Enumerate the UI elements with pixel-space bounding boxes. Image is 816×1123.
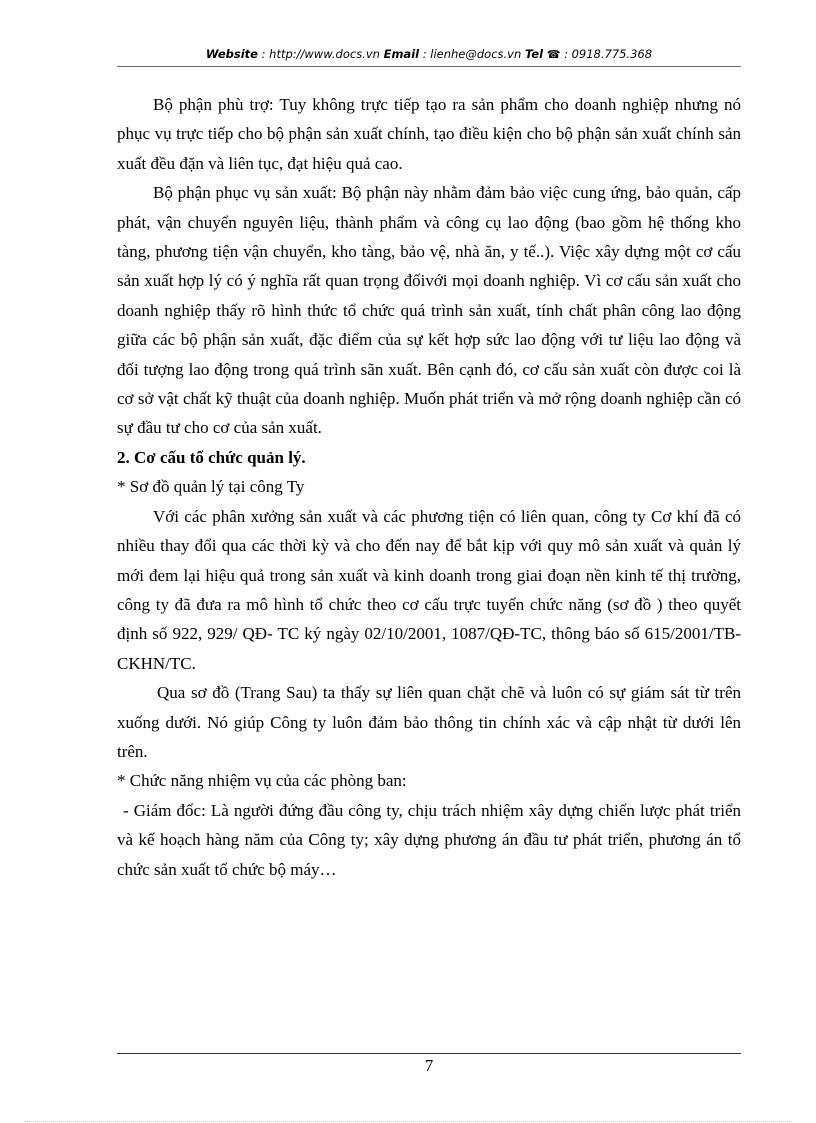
tel-label: Tel	[524, 47, 544, 61]
paragraph-service-dept: Bộ phận phục vụ sản xuất: Bộ phận này nhằm đảm bảo việc cung ứng, bảo quản, cấp phát, vận chuyển nguyên liệu, thành phẩm và công cụ lao động (bao gồm hệ thống kho tàng, phương tiện vận chuyển, kho tàng, bảo vệ, nhà ăn, y tế..). Việc xây dựng một cơ cấu sản xuất hợp lý có ý nghĩa rất quan trọng đốivới mọi doanh nghiệp. Vì cơ cấu sản xuất cho doanh nghiệp thấy rõ hình thức tổ chức quá trình sản xuất, tính chất phân công lao động giữa các bộ phận sản xuất, đặc điểm của sự kết hợp sức lao động với tư liệu lao động và đối tượng lao động trong quá trình sãn xuất. Bên cạnh đó, cơ cấu sản xuất còn được coi là cơ sở vật chất kỹ thuật của doanh nghiệp. Muốn phát triển và mở rộng doanh nghiệp cần có sự đầu tư cho cơ của sản xuất.	[117, 183, 741, 438]
page-bottom-border	[24, 1121, 792, 1122]
website-label: Website	[205, 47, 258, 61]
website-value: : http://www.docs.vn	[257, 47, 384, 61]
paragraph-org-model: Với các phân xưởng sản xuất và các phương tiện có liên quan, công ty Cơ khí đã có nhiều thay đổi qua các thời kỳ và cho đến nay để bắt kịp với quy mô sản xuất và quản lý mới đem lại hiệu quả trong sản xuất và kinh doanh trong giai đoạn nền kinh tế thị trường, công ty đã đưa ra mô hình tổ chức theo cơ cấu trực tuyến chức năng (sơ đồ ) theo quyết định số 922, 929/ QĐ- TC ký ngày 02/10/2001, 1087/QĐ-TC, thông báo số 615/2001/TB-CKHN/TC.	[117, 506, 741, 673]
paragraph-director: - Giám đốc: Là người đứng đầu công ty, chịu trách nhiệm xây dựng chiến lược phát triển và kế hoạch hàng năm của Công ty; xây dựng phương án đầu tư phát triển, phương án tổ chức sản xuất tổ chức bộ máy…	[117, 800, 741, 879]
footer-divider	[117, 1053, 741, 1054]
paragraph-support-dept: Bộ phận phù trợ: Tuy không trực tiếp tạo ra sản phẩm cho doanh nghiệp nhưng nó phục vụ trực tiếp cho bộ phận sản xuất chính, tạo điều kiện cho bộ phận sản xuất chính sản xuất đều đặn và liên tục, đạt hiệu quả cao.	[117, 95, 741, 173]
page-number: 7	[424, 1056, 434, 1075]
paragraph-chart-note: Qua sơ đồ (Trang Sau) ta thấy sự liên quan chặt chẽ và luôn có sự giám sát từ trên xuống dưới. Nó giúp Công ty luôn đảm bảo thông tin chính xác và cập nhật từ dưới lên trên.	[117, 683, 741, 761]
section-heading: 2. Cơ cấu tổ chức quản lý.	[117, 447, 306, 467]
telephone-icon: ☎	[546, 48, 561, 61]
page-header	[117, 46, 741, 63]
email-value: : lienhe@docs.vn	[419, 47, 525, 61]
bullet-dept-functions: * Chức năng nhiệm vụ của các phòng ban:	[117, 771, 407, 791]
header-divider	[117, 66, 741, 67]
bullet-management-chart: * Sơ đồ quản lý tại công Ty	[117, 477, 305, 497]
document-body	[117, 90, 741, 884]
tel-value: : 0918.775.368	[564, 47, 653, 61]
email-label: Email	[383, 47, 420, 61]
